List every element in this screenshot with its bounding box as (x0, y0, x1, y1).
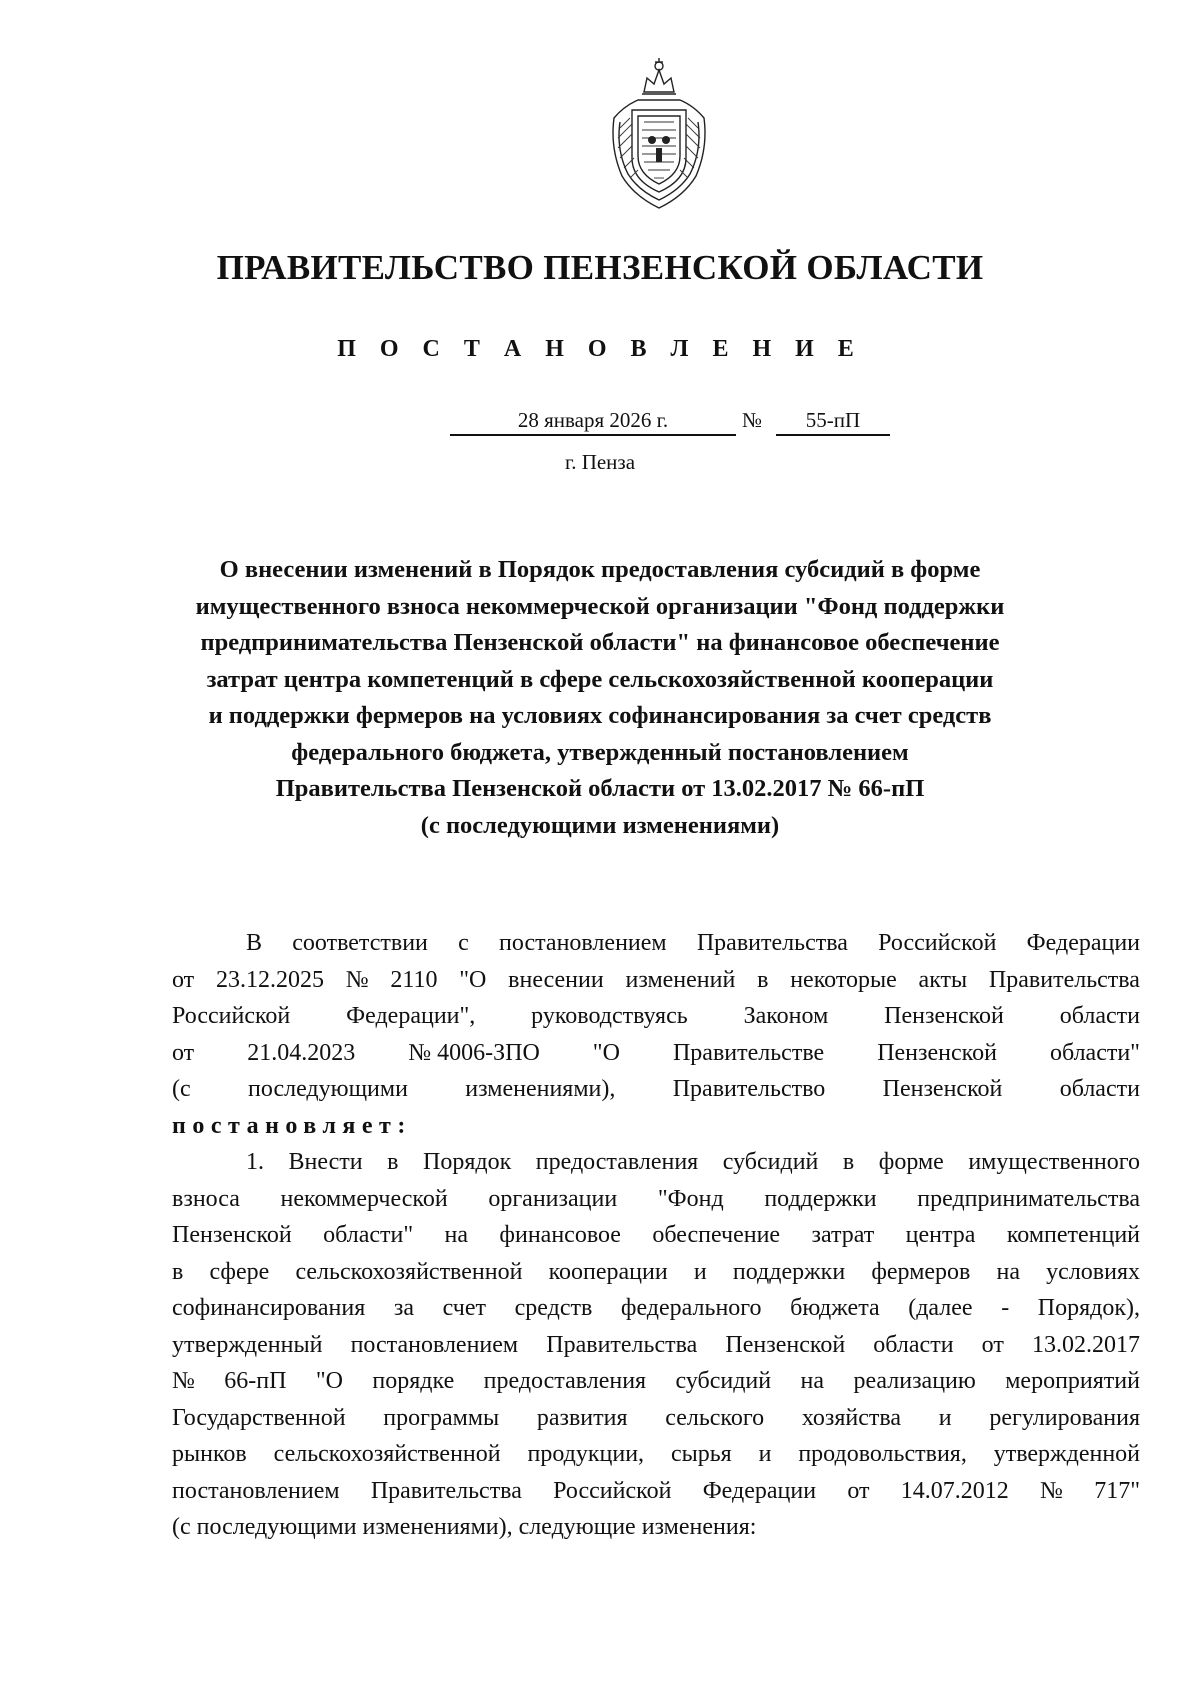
preamble-line (172, 1071, 1140, 1108)
word: области (1059, 1003, 1140, 1029)
preamble-line (172, 998, 1140, 1035)
title-line: затрат центра компетенций в сфере сельскохозяйственной кооперации (206, 665, 994, 693)
document-number: 55-пП (776, 408, 890, 436)
word: от (172, 1039, 195, 1066)
word: "О (592, 1039, 620, 1066)
item1-line: № 66-пП "О порядке предоставления субсидий на реализацию мероприятий (172, 1368, 1140, 1394)
city: г. Пенза (564, 450, 636, 474)
word: 21.04.2023 (247, 1039, 356, 1066)
item1-line: (с последующими изменениями), следующие изменения: (172, 1514, 757, 1540)
item1-line: рынков сельскохозяйственной продукции, сырья и продовольствия, утвержденной (172, 1441, 1141, 1467)
word: Правительство (672, 1076, 826, 1102)
document-body (172, 925, 1140, 1546)
item1-line: взноса некоммерческой организации "Фонд поддержки предпринимательства (172, 1185, 1140, 1212)
title-line: и поддержки фермеров на условиях софинансирования за счет средств (208, 702, 992, 729)
word: (с (172, 1076, 191, 1102)
word: руководствуясь (531, 1003, 688, 1029)
title-line: (с последующими изменениями) (420, 811, 780, 839)
word: № 4006-ЗПО (408, 1039, 540, 1066)
preamble-line: от 23.12.2025 № 2110 "О внесении изменений в некоторые акты Правительства (172, 966, 1140, 993)
item1-line: постановлением Правительства Российской Федерации от 14.07.2012 № 717" (172, 1477, 1141, 1504)
word: Пензенской (877, 1039, 997, 1066)
item1-line: Государственной программы развития сельского хозяйства и регулирования (172, 1404, 1141, 1431)
item1-line: софинансирования за счет средств федерального бюджета (далее - Порядок), (172, 1295, 1141, 1321)
preamble-line: В соответствии с постановлением Правительства Российской Федерации (246, 930, 1141, 956)
resolves-word: постановляет: (172, 1112, 412, 1139)
word: Законом (743, 1003, 829, 1029)
word: Российской (172, 1003, 291, 1029)
item1-line: утвержденный постановлением Правительства Пензенской области от 13.02.2017 (172, 1331, 1140, 1358)
organization-name: ПРАВИТЕЛЬСТВО ПЕНЗЕНСКОЙ ОБЛАСТИ (216, 248, 984, 287)
title-line: О внесении изменений в Порядок предоставления субсидий в форме (219, 556, 981, 583)
item1-line: Пензенской области" на финансовое обеспечение затрат центра компетенций (172, 1222, 1141, 1248)
word: области" (1049, 1039, 1140, 1066)
title-line: имущественного взноса некоммерческой организации "Фонд поддержки (195, 592, 1005, 620)
word: Пензенской (884, 1003, 1004, 1029)
word: Федерации", (346, 1003, 476, 1029)
word: изменениями), (465, 1076, 616, 1102)
word: Пензенской (882, 1076, 1003, 1102)
date-number-line (0, 408, 1200, 438)
word: последующими (248, 1076, 408, 1102)
item1-line: 1. Внести в Порядок предоставления субсидий в форме имущественного (246, 1149, 1141, 1175)
preamble-line (172, 1035, 1140, 1072)
title-line: Правительства Пензенской области от 13.02.2017 № 66-пП (275, 775, 925, 802)
document-title (150, 552, 1050, 844)
item1-line: в сфере сельскохозяйственной кооперации и поддержки фермеров на условиях (172, 1258, 1141, 1285)
coat-of-arms-emblem (604, 58, 714, 213)
title-line: федерального бюджета, утвержденный постановлением (291, 738, 909, 766)
document-date: 28 января 2026 г. (450, 408, 736, 436)
word: области (1059, 1076, 1140, 1102)
document-type: П О С Т А Н О В Л Е Н И Е (337, 336, 863, 362)
title-line: предпринимательства Пензенской области" на финансовое обеспечение (200, 629, 1000, 656)
number-sign: № (742, 408, 763, 432)
word: Правительстве (672, 1039, 825, 1066)
